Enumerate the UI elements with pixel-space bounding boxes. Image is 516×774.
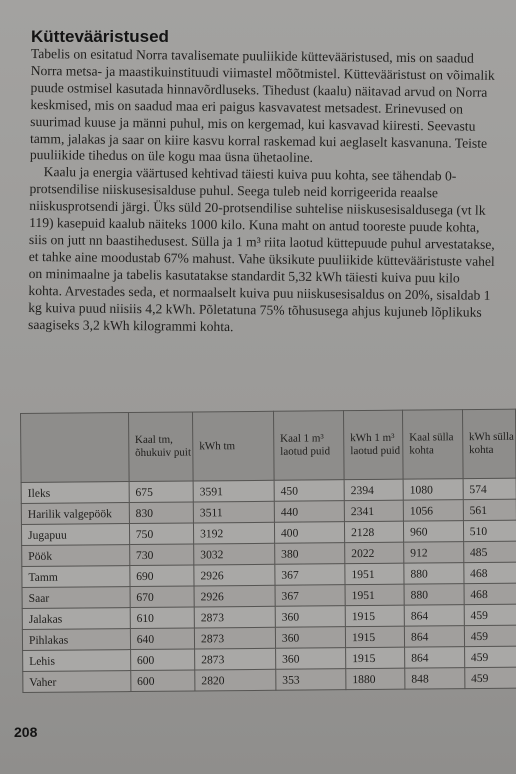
value-cell: 574 — [463, 478, 516, 499]
species-cell: Vaher — [23, 671, 131, 693]
paragraph-2: Kaalu ja energia väärtused kehtivad täiesti kuiva puu kohta, see tähendab 0-protsendilise niiskusesisalduse puhul. Seega tuleb neid korrigeerida reaalse niiskusprotsendi järgi. Üks süld 20-protsendilise suhtelise niiskusesisaldusega (vt lk 119) kasepuid kaalub näiteks 1000 kilo. Kuna maht on antud tooreste puude kohta, siis on jutt nn baastihedusest. Süllа ja 1 m³ riita laotud küttepuude puhul arvestatakse, et tahke aine moodustab 67% mahust. Vahe üksikute puuliikide küttevääristuste vahel on minimaalne ja tabelis kasutatakse standardit 5,32 kWh täiesti kuiva puu kilo kohta. Arvestades seda, et normaalselt kuiva puu niiskusesisaldus on 20%, sisaldab 1 kg kuiva puud niisiis 4,2 kWh. Põletatuna 75% tõhususega ahjus kujuneb lõplikuks saagiseks 3,2 kWh kilogrammi kohta. — [28, 164, 495, 334]
value-cell: 1951 — [345, 563, 404, 585]
value-cell: 3511 — [193, 501, 274, 523]
value-cell: 600 — [130, 649, 194, 671]
header-cell-weight-tm: Kaal tm, õhukuiv puit — [128, 412, 193, 482]
firewood-table-wrap — [20, 409, 516, 693]
firewood-values-table — [20, 409, 516, 693]
header-cell-kwh-m3: kWh 1 m³ laotud puid — [344, 410, 404, 480]
value-cell: 600 — [131, 670, 195, 692]
value-cell: 848 — [405, 668, 465, 690]
header-cell-kwh-fathom: kWh sülla kohta — [462, 409, 516, 478]
value-cell: 440 — [274, 501, 344, 523]
species-cell: Harilik valgepöök — [21, 503, 129, 525]
header-cell-kwh-tm: kWh tm — [193, 411, 274, 481]
value-cell: 640 — [130, 628, 194, 650]
value-cell: 670 — [130, 586, 194, 608]
section-title: Küttevääristused — [31, 27, 169, 46]
value-cell: 2926 — [194, 585, 275, 607]
value-cell: 360 — [275, 606, 345, 628]
header-cell-species — [21, 413, 129, 483]
value-cell: 1056 — [403, 500, 463, 522]
species-cell: Jugapuu — [21, 524, 129, 546]
value-cell: 864 — [405, 647, 465, 669]
value-cell: 468 — [464, 583, 516, 604]
value-cell: 367 — [275, 585, 345, 607]
table-header-row — [21, 409, 516, 482]
species-cell: Tamm — [22, 566, 130, 588]
value-cell: 2873 — [195, 648, 276, 670]
value-cell: 2820 — [195, 669, 276, 691]
value-cell: 2022 — [345, 542, 404, 564]
value-cell: 912 — [404, 542, 464, 564]
value-cell: 450 — [274, 480, 344, 502]
table-body — [21, 478, 516, 692]
value-cell: 360 — [275, 648, 345, 670]
value-cell: 1880 — [346, 668, 405, 690]
value-cell: 864 — [404, 605, 464, 627]
value-cell: 400 — [274, 522, 344, 544]
value-cell: 880 — [404, 584, 464, 606]
value-cell: 2128 — [344, 521, 403, 543]
species-cell: Lehis — [23, 650, 131, 672]
value-cell: 2873 — [194, 606, 275, 628]
value-cell: 468 — [464, 562, 516, 583]
species-cell: Jalakas — [22, 608, 130, 630]
value-cell: 1951 — [345, 584, 404, 606]
value-cell: 3591 — [193, 480, 274, 502]
value-cell: 459 — [464, 667, 516, 688]
value-cell: 2394 — [344, 479, 403, 501]
value-cell: 830 — [129, 502, 193, 524]
species-cell: Saar — [22, 587, 130, 609]
value-cell: 1080 — [403, 479, 463, 501]
body-text — [28, 46, 497, 338]
header-cell-weight-m3: Kaal 1 m³ laotud puid — [273, 411, 344, 481]
value-cell: 353 — [276, 669, 346, 691]
value-cell: 1915 — [345, 626, 404, 648]
value-cell: 510 — [463, 520, 516, 541]
value-cell: 2926 — [194, 564, 275, 586]
value-cell: 690 — [130, 565, 194, 587]
value-cell: 485 — [463, 541, 516, 562]
value-cell: 2341 — [344, 500, 403, 522]
paragraph-1: Tabelis on esitatud Norra tavalisemate puuliikide küttevääristused, mis on saadud Norra metsa- ja maastikuinstituudi viimastel mõõtmistel. Küttevääristust on võimalik puude ostmisel kasutada hinnavõrdluseks. Tihedust (kaalu) näitavad arvud on Norra keskmised, mis on saadud maa eri paigus kasvavatest metsadest. Erinevused on suurimad kuuse ja männi puhul, mis on kergemad, kui kasvavad kiiresti. Seevastu tamm, jalakas ja saar on kiire kasvu korral raskemad kui aeglaselt kasvanuna. Teiste puuliikide tihedus on üle kogu maa üsna ühetaoline. — [29, 46, 495, 166]
value-cell: 459 — [464, 625, 516, 646]
value-cell: 360 — [275, 627, 345, 649]
header-cell-weight-fathom: Kaal sülla kohta — [403, 410, 463, 480]
value-cell: 2873 — [194, 627, 275, 649]
species-cell: Pöök — [22, 545, 130, 567]
value-cell: 750 — [129, 523, 193, 545]
page-number: 208 — [14, 724, 38, 740]
value-cell: 367 — [275, 564, 345, 586]
species-cell: Pihlakas — [22, 629, 130, 651]
value-cell: 3192 — [193, 522, 274, 544]
value-cell: 730 — [129, 544, 193, 566]
value-cell: 675 — [129, 481, 193, 503]
species-cell: Ileks — [21, 482, 129, 504]
value-cell: 960 — [403, 521, 463, 543]
table-row — [23, 667, 516, 692]
value-cell: 1915 — [346, 647, 405, 669]
value-cell: 380 — [275, 543, 345, 565]
value-cell: 459 — [464, 604, 516, 625]
value-cell: 3032 — [194, 543, 275, 565]
value-cell: 561 — [463, 499, 516, 520]
value-cell: 864 — [404, 626, 464, 648]
value-cell: 459 — [464, 646, 516, 667]
value-cell: 610 — [130, 607, 194, 629]
value-cell: 1915 — [345, 605, 404, 627]
value-cell: 880 — [404, 563, 464, 585]
